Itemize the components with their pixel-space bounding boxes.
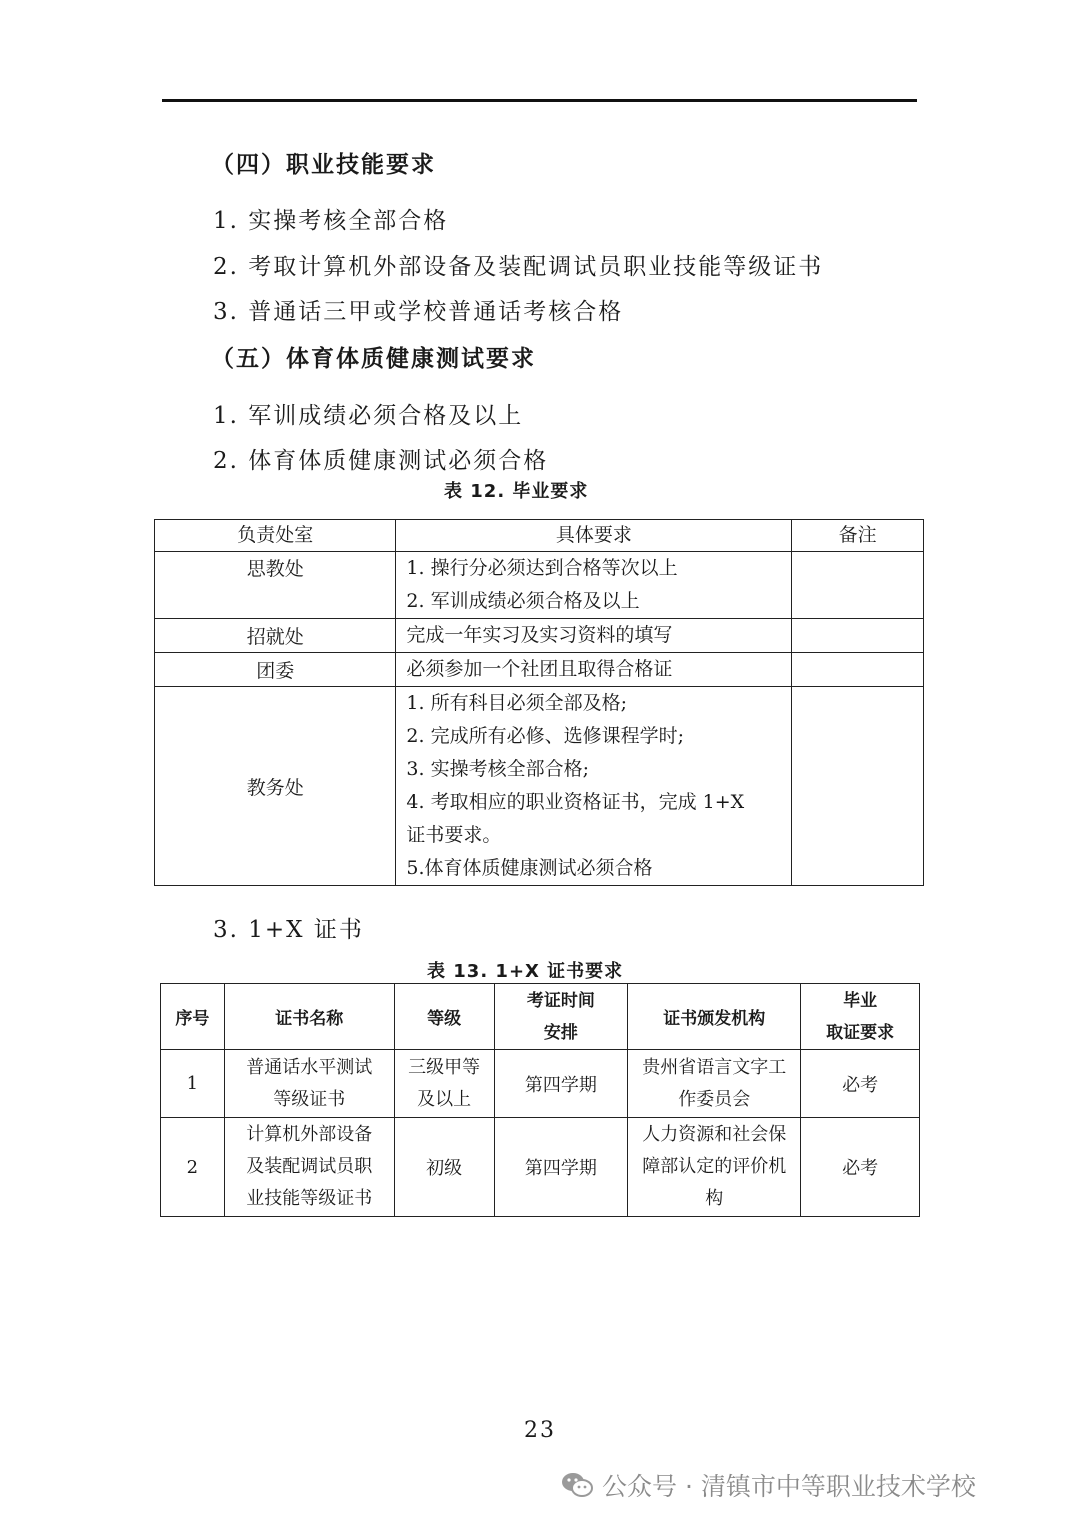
requirement-line: 2. 军训成绩必须合格及以上 [406, 590, 640, 612]
note-cell [792, 687, 924, 886]
header-cell: 具体要求 [396, 520, 792, 552]
issuer: 人力资源和社会保 障部认定的评价机 构 [628, 1118, 801, 1217]
header-cell: 序号 [161, 984, 225, 1050]
exam-time: 第四学期 [494, 1118, 628, 1217]
cert-level: 初级 [394, 1118, 494, 1217]
header-cell: 考证时间 安排 [494, 984, 628, 1050]
dept-cell [155, 552, 396, 619]
table-row [155, 552, 924, 619]
section-4-heading: （四）职业技能要求 [211, 152, 436, 178]
row-number: 2 [161, 1118, 225, 1217]
grad-requirement: 必考 [801, 1118, 920, 1217]
header-cell: 毕业 取证要求 [801, 984, 920, 1050]
dept-label: 招就处 [155, 619, 396, 653]
row-number: 1 [161, 1050, 225, 1118]
header-cell: 证书名称 [224, 984, 394, 1050]
requirement-line: 5.体育体质健康测试必须合格 [406, 857, 653, 879]
table-row [161, 1050, 920, 1118]
header-cell: 等级 [394, 984, 494, 1050]
requirement-cell [396, 552, 792, 619]
dept-label: 教务处 [155, 687, 396, 886]
exam-time: 第四学期 [494, 1050, 628, 1118]
header-cell: 负责处室 [155, 520, 396, 552]
requirement-line: 完成一年实习及实习资料的填写 [406, 624, 673, 646]
cert-name: 普通话水平测试 等级证书 [224, 1050, 394, 1118]
table-row [155, 619, 924, 653]
graduation-requirements-table [154, 519, 924, 886]
requirement-line: 2. 完成所有必修、选修课程学时; [406, 725, 684, 747]
page-number: 23 [524, 1418, 556, 1443]
table-row [155, 687, 924, 886]
cert-level: 三级甲等 及以上 [394, 1050, 494, 1118]
table-row [155, 653, 924, 687]
wechat-icon [560, 1470, 594, 1500]
header-cell: 证书颁发机构 [628, 984, 801, 1050]
note-cell [792, 552, 924, 619]
requirement-line: 必须参加一个社团且取得合格证 [406, 658, 673, 680]
requirement-line: 1. 所有科目必须全部及格; [406, 692, 627, 714]
section-4-item: 3. 普通话三甲或学校普通话考核合格 [213, 299, 624, 325]
section-1x-heading: 3. 1+X 证书 [213, 917, 364, 943]
requirement-cell [396, 687, 792, 886]
issuer: 贵州省语言文字工 作委员会 [628, 1050, 801, 1118]
dept-label: 团委 [155, 653, 396, 687]
section-5-item: 2. 体育体质健康测试必须合格 [213, 448, 549, 474]
section-4-item: 2. 考取计算机外部设备及装配调试员职业技能等级证书 [213, 254, 824, 280]
requirement-line: 1. 操行分必须达到合格等次以上 [406, 557, 678, 579]
watermark [560, 1465, 976, 1505]
note-cell [792, 619, 924, 653]
watermark-text: 公众号 · 清镇市中等职业技术学校 [602, 1472, 976, 1501]
certificate-requirements-table [160, 983, 920, 1217]
header-rule [162, 99, 917, 102]
requirement-line: 证书要求。 [406, 824, 502, 846]
note-cell [792, 653, 924, 687]
requirement-line: 3. 实操考核全部合格; [406, 758, 589, 780]
section-4-item: 1. 实操考核全部合格 [213, 208, 449, 234]
table-13-caption: 表 13. 1+X 证书要求 [427, 961, 624, 982]
header-cell: 备注 [792, 520, 924, 552]
requirement-cell [396, 619, 792, 653]
cert-name: 计算机外部设备 及装配调试员职 业技能等级证书 [224, 1118, 394, 1217]
table-header-row [161, 984, 920, 1050]
section-5-heading: （五）体育体质健康测试要求 [211, 346, 536, 372]
table-12-caption: 表 12. 毕业要求 [444, 481, 589, 502]
requirement-line: 4. 考取相应的职业资格证书，完成 1+X [406, 791, 745, 813]
requirement-cell [396, 653, 792, 687]
dept-label: 思教处 [246, 558, 304, 580]
grad-requirement: 必考 [801, 1050, 920, 1118]
section-5-item: 1. 军训成绩必须合格及以上 [213, 403, 524, 429]
table-row [161, 1118, 920, 1217]
